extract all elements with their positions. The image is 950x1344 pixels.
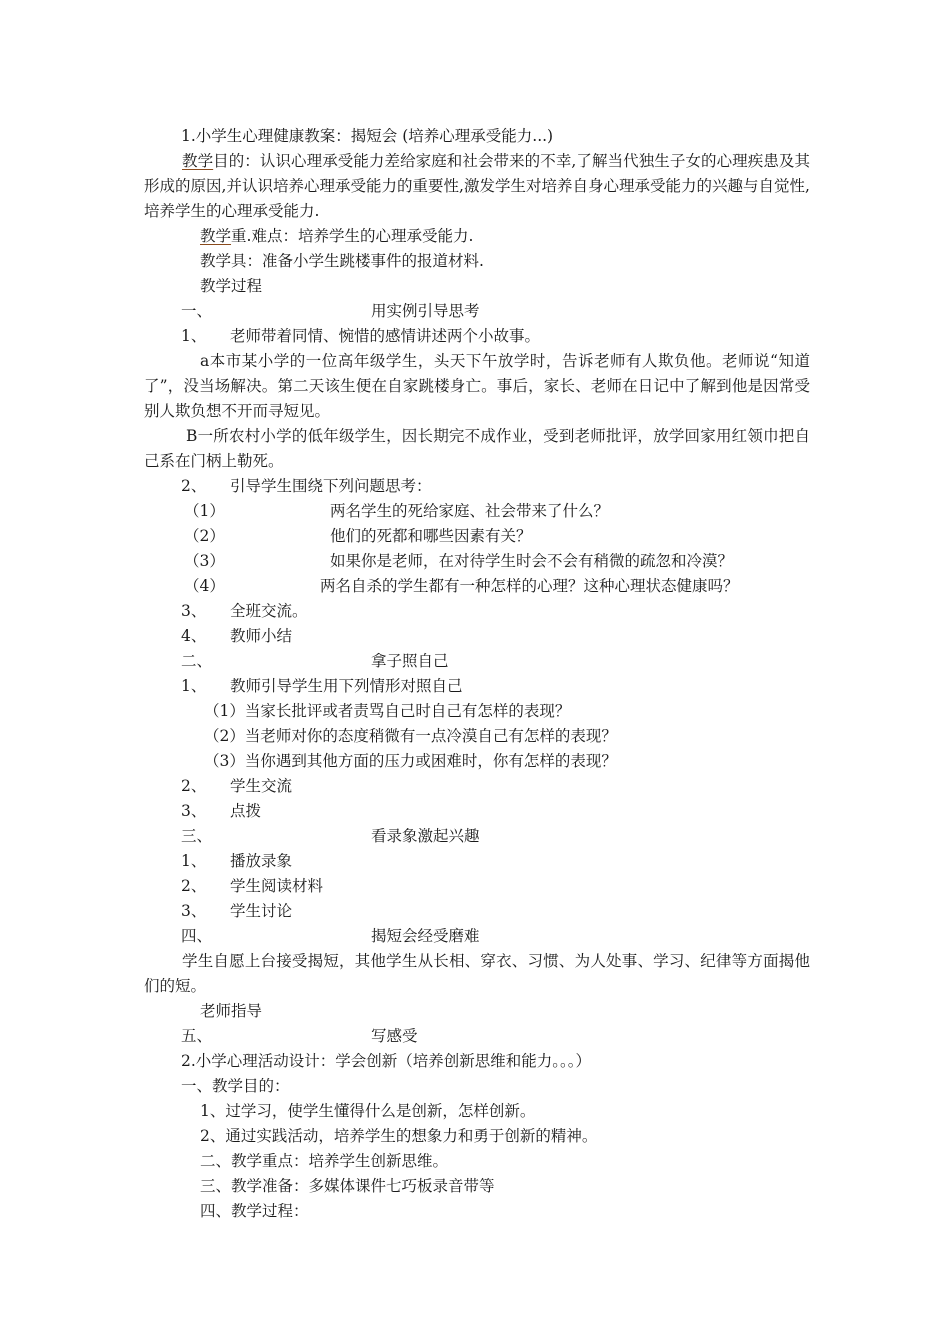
item-1-3	[181, 599, 847, 624]
section-5-title: 写感受	[371, 1027, 418, 1045]
section-2-heading	[181, 649, 847, 674]
story-a-paragraph: a本市某小学的一位高年级学生，头天下午放学时，告诉老师有人欺负他。老师说“知道了”，没当场解决。第二天该生便在自家跳楼身亡。事后，家长、老师在日记中了解到他是因常受别人欺负想不开而寻短见。	[144, 352, 810, 420]
section-3-title: 看录象激起兴趣	[371, 827, 480, 845]
item-3-3	[181, 899, 847, 924]
item-2-1-number: 1、	[181, 677, 207, 695]
item-3-3-text: 学生讨论	[230, 902, 293, 920]
question-4	[184, 574, 850, 599]
question-1-number: （1）	[184, 502, 225, 520]
lesson-1-title: 1.小学生心理健康教案：揭短会 (培养心理承受能力...)	[181, 127, 554, 145]
item-2-3-number: 3、	[181, 802, 207, 820]
section-1-title: 用实例引导思考	[371, 302, 480, 320]
section-4-heading	[181, 924, 847, 949]
question-2-text: 他们的死都和哪些因素有关？	[330, 527, 532, 545]
item-3-2-number: 2、	[181, 877, 207, 895]
lesson-2-title: 2.小学心理活动设计：学会创新（培养创新思维和能力。。。）	[181, 1052, 592, 1070]
item-2-3	[181, 799, 847, 824]
teaching-objective-paragraph	[144, 149, 810, 224]
lesson-2-preparation: 三、教学准备：多媒体课件七巧板录音带等	[200, 1177, 495, 1195]
teacher-guidance-line: 老师指导	[200, 1002, 263, 1020]
section-1-heading	[181, 299, 847, 324]
item-1-2-number: 2、	[181, 477, 207, 495]
section-2-number: 二、	[181, 652, 213, 670]
item-3-2	[181, 874, 847, 899]
teaching-aids-line: 教学具：准备小学生跳楼事件的报道材料.	[200, 252, 484, 270]
question-2	[184, 524, 850, 549]
question-2-number: （2）	[184, 527, 225, 545]
item-2-2-number: 2、	[181, 777, 207, 795]
item-3-1	[181, 849, 847, 874]
item-1-1-text: 老师带着同情、惋惜的感情讲述两个小故事。	[230, 327, 541, 345]
item-1-1	[181, 324, 847, 349]
question-3	[184, 549, 850, 574]
reflection-1: （1）当家长批评或者责骂自己时自己有怎样的表现？	[204, 702, 571, 720]
lesson-2-process-heading: 四、教学过程：	[200, 1202, 309, 1220]
item-1-3-text: 全班交流。	[230, 602, 308, 620]
section-2-title: 拿子照自己	[371, 652, 449, 670]
question-1	[184, 499, 850, 524]
section-4-title: 揭短会经受磨难	[371, 927, 480, 945]
item-3-2-text: 学生阅读材料	[230, 877, 324, 895]
item-1-1-number: 1、	[181, 327, 207, 345]
section-5-heading	[181, 1024, 847, 1049]
reflection-2: （2）当老师对你的态度稍微有一点冷漠自己有怎样的表现？	[204, 727, 617, 745]
key-points-line	[200, 224, 866, 249]
reflection-3: （3）当你遇到其他方面的压力或困难时，你有怎样的表现？	[204, 752, 617, 770]
question-3-number: （3）	[184, 552, 225, 570]
question-4-number: （4）	[184, 577, 225, 595]
item-1-4-number: 4、	[181, 627, 207, 645]
item-1-4-text: 教师小结	[230, 627, 293, 645]
item-2-1	[181, 674, 847, 699]
teaching-underlined-word-2: 教学	[200, 227, 232, 245]
item-2-3-text: 点拨	[230, 802, 262, 820]
section-3-heading	[181, 824, 847, 849]
item-2-2	[181, 774, 847, 799]
section-3-number: 三、	[181, 827, 213, 845]
key-points-text: 重.难点：培养学生的心理承受能力.	[231, 227, 474, 245]
lesson-2-key-point: 二、教学重点：培养学生创新思维。	[200, 1152, 449, 1170]
item-1-2-text: 引导学生围绕下列问题思考：	[230, 477, 432, 495]
item-3-3-number: 3、	[181, 902, 207, 920]
lesson-2-objective-heading: 一、教学目的：	[181, 1077, 290, 1095]
item-1-2	[181, 474, 847, 499]
item-1-4	[181, 624, 847, 649]
question-3-text: 如果你是老师，在对待学生时会不会有稍微的疏忽和冷漠？	[330, 552, 734, 570]
teaching-objective-text: 目的：认识心理承受能力差给家庭和社会带来的不幸,了解当代独生子女的心理疾患及其形成的原因,并认识培养心理承受能力的重要性,激发学生对培养自身心理承受能力的兴趣与自觉性,培养学生的心理承受能力.	[144, 152, 810, 220]
item-2-2-text: 学生交流	[230, 777, 293, 795]
teaching-process-heading: 教学过程	[200, 277, 263, 295]
question-4-text: 两名自杀的学生都有一种怎样的心理？这种心理状态健康吗？	[320, 577, 739, 595]
teaching-underlined-word: 教学	[182, 152, 214, 170]
lesson-2-objective-2: 2、通过实践活动，培养学生的想象力和勇于创新的精神。	[200, 1127, 598, 1145]
item-2-1-text: 教师引导学生用下列情形对照自己	[230, 677, 463, 695]
item-3-1-text: 播放录象	[230, 852, 293, 870]
question-1-text: 两名学生的死给家庭、社会带来了什么？	[330, 502, 610, 520]
item-3-1-number: 1、	[181, 852, 207, 870]
lesson-2-objective-1: 1、过学习，使学生懂得什么是创新，怎样创新。	[200, 1102, 536, 1120]
section-5-number: 五、	[181, 1027, 213, 1045]
story-b-paragraph: B一所农村小学的低年级学生，因长期完不成作业，受到老师批评，放学回家用红领巾把自己系在门柄上勒死。	[144, 427, 810, 470]
item-1-3-number: 3、	[181, 602, 207, 620]
section-1-number: 一、	[181, 302, 213, 320]
section-4-paragraph: 学生自愿上台接受揭短，其他学生从长相、穿衣、习惯、为人处事、学习、纪律等方面揭他们的短。	[144, 952, 810, 995]
section-4-number: 四、	[181, 927, 213, 945]
